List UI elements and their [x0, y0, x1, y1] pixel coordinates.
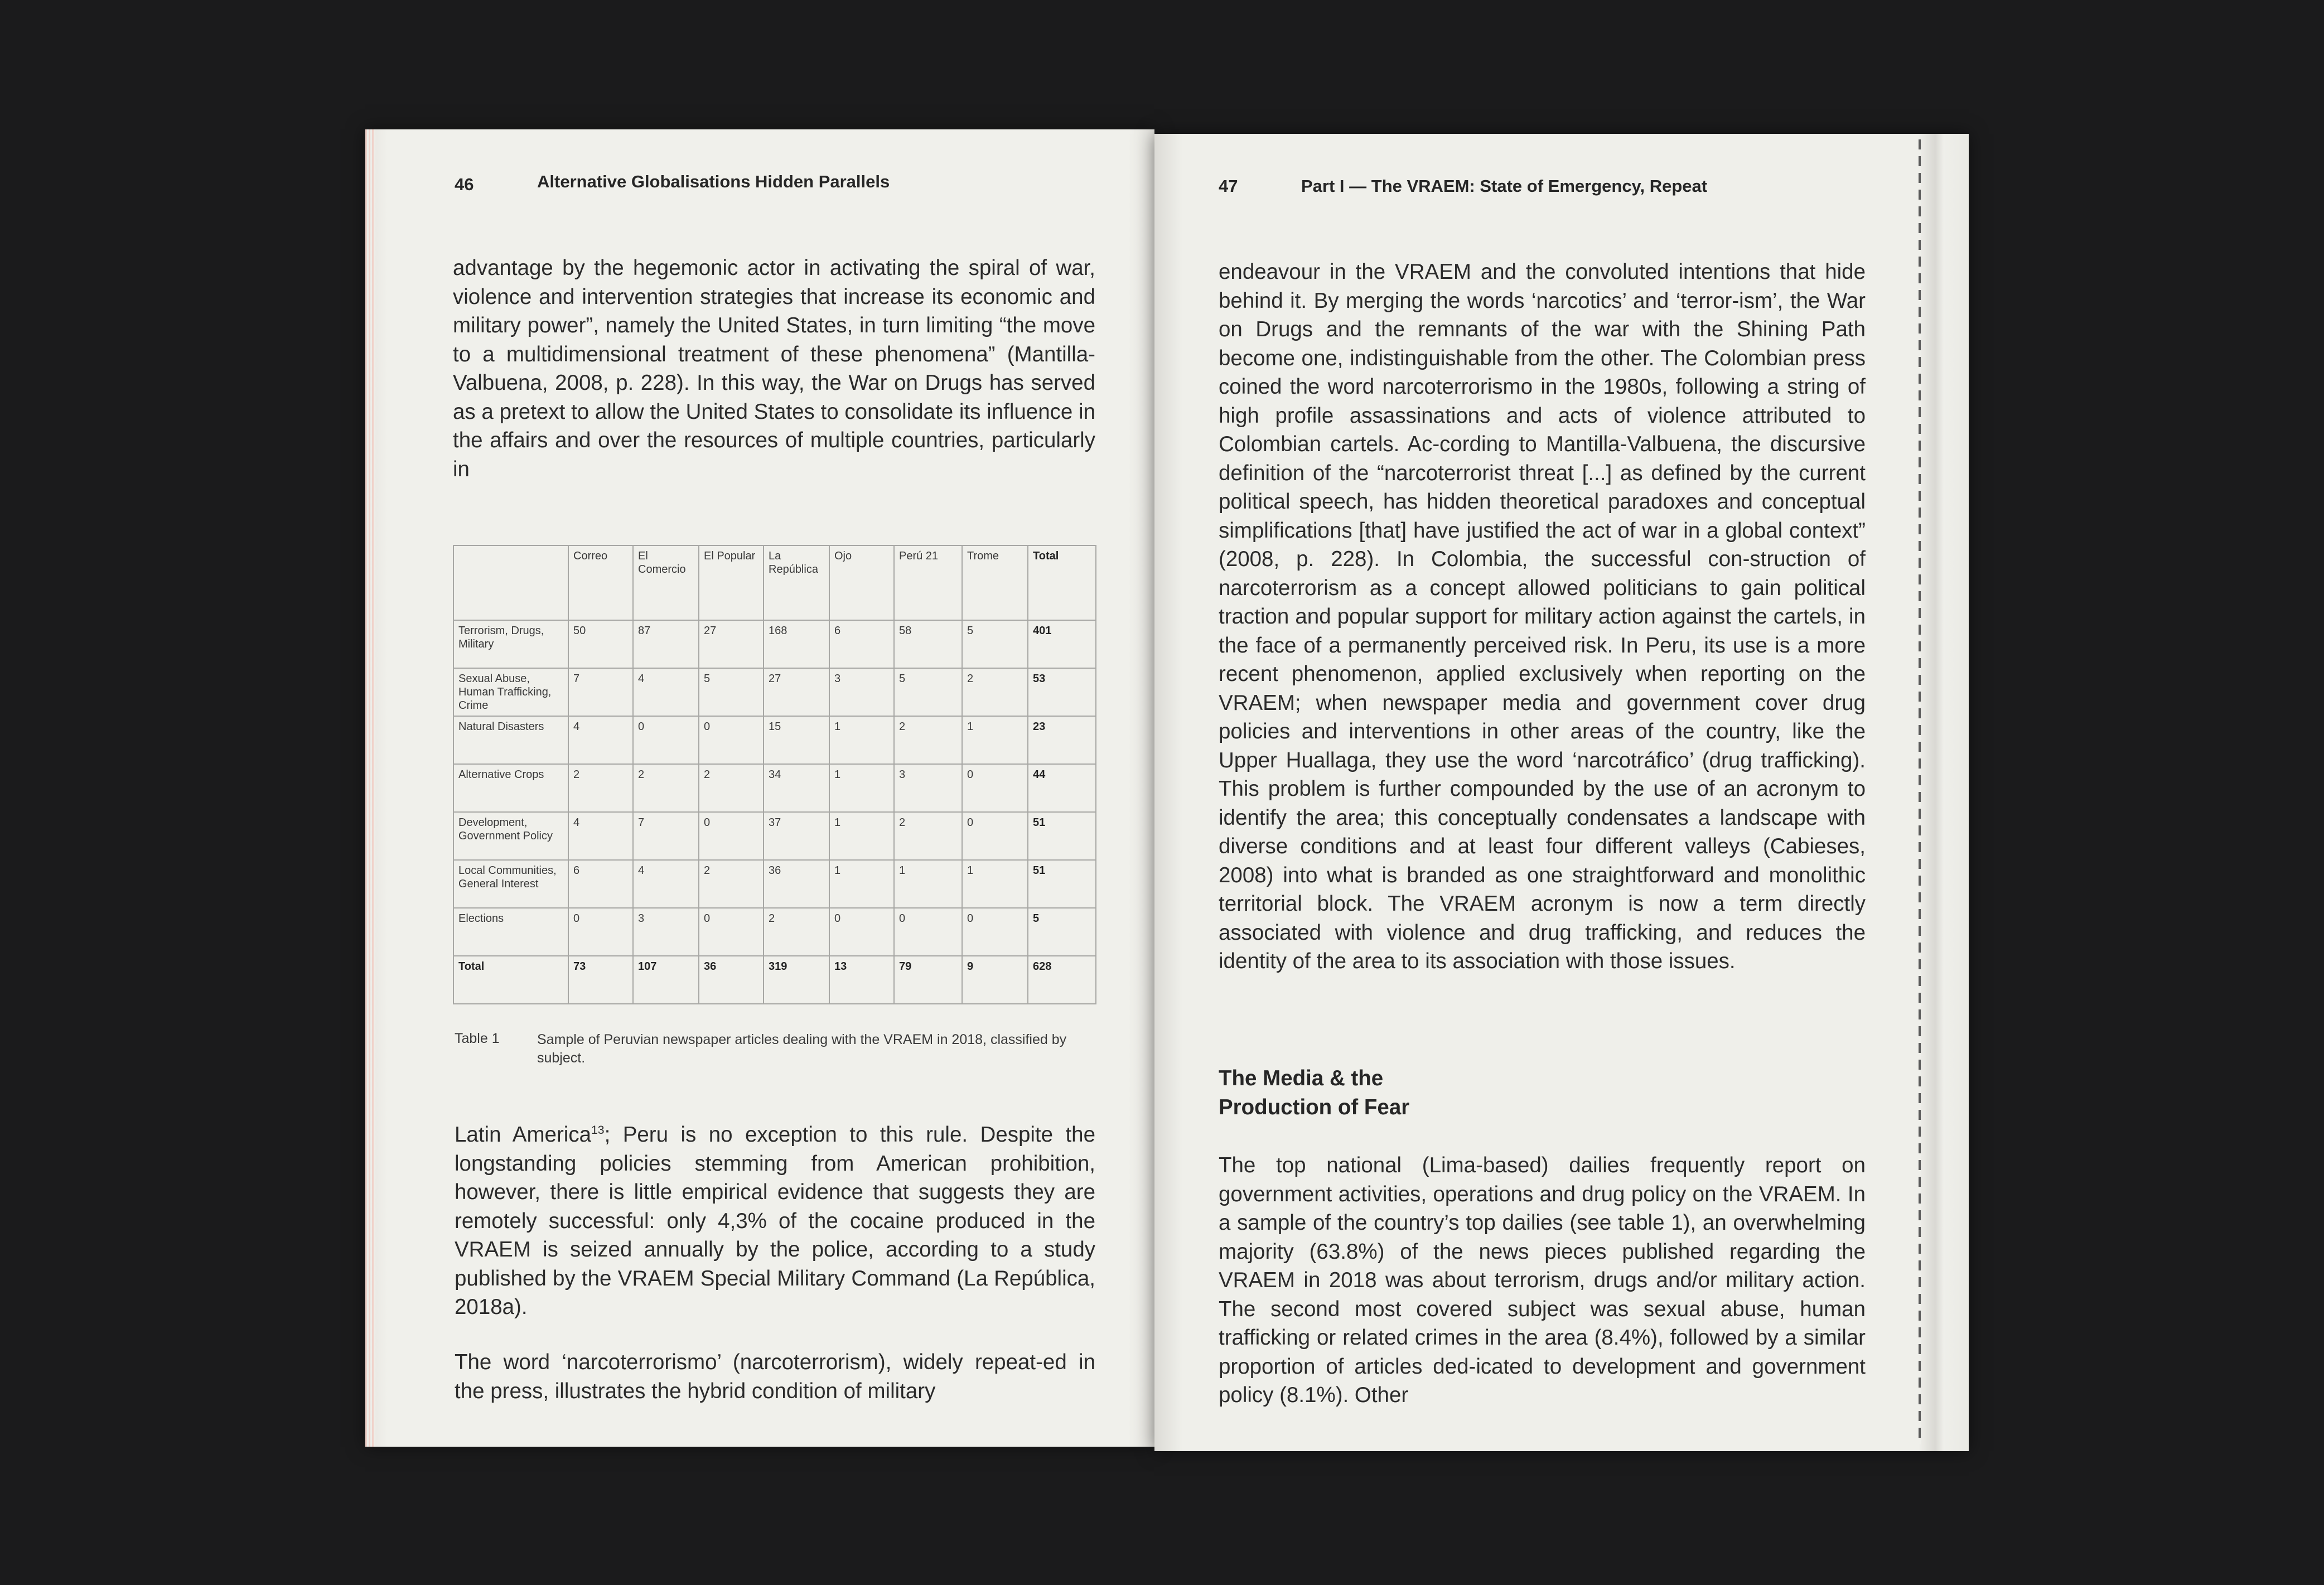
table-header-cell: Trome — [962, 545, 1028, 620]
table-cell: 401 — [1028, 620, 1096, 668]
table-cell: 34 — [764, 764, 829, 812]
table-cell: 0 — [699, 908, 764, 956]
table-row — [453, 716, 1096, 764]
table-cell: 73 — [568, 956, 633, 1004]
left-page-edge — [365, 129, 375, 1447]
table-cell: 51 — [1028, 812, 1096, 860]
table-cell: 50 — [568, 620, 633, 668]
table-cell: 2 — [894, 812, 962, 860]
table-cell: 53 — [1028, 668, 1096, 716]
left-paragraph-top: advantage by the hegemonic actor in activating the spiral of war, violence and intervention strategies that increase its economic and military power”, namely the United States, in turn limiting “the move to a multidimensional treatment of these phenomena” (Mantilla-Valbuena, 2008, p. 228). In this way, the War on Drugs has served as a pretext to allow the United States to consolidate its influence in the affairs and over the resources of multiple countries, particularly in — [453, 256, 1095, 481]
table-cell: 44 — [1028, 764, 1096, 812]
table-cell: 2 — [633, 764, 699, 812]
table-cell: 168 — [764, 620, 829, 668]
table-cell: 27 — [764, 668, 829, 716]
table-cell: 3 — [829, 668, 894, 716]
table-cell: 87 — [633, 620, 699, 668]
table-cell: 36 — [699, 956, 764, 1004]
table-row — [453, 908, 1096, 956]
table-row-label: Terrorism, Drugs, Military — [453, 620, 568, 668]
table-cell: 1 — [829, 860, 894, 908]
table-cell: 15 — [764, 716, 829, 764]
table-cell: 0 — [962, 908, 1028, 956]
table-cell: 37 — [764, 812, 829, 860]
table-header-cell: Perú 21 — [894, 545, 962, 620]
table-row — [453, 860, 1096, 908]
table-header-cell: El Comercio — [633, 545, 699, 620]
table-cell: 36 — [764, 860, 829, 908]
table-row — [453, 764, 1096, 812]
table-cell: 1 — [829, 716, 894, 764]
table-cell: 51 — [1028, 860, 1096, 908]
table-cell: 5 — [1028, 908, 1096, 956]
table-cell: 2 — [568, 764, 633, 812]
table-cell: 2 — [699, 764, 764, 812]
table-row — [453, 620, 1096, 668]
table-header-cell — [453, 545, 568, 620]
table-cell: 3 — [894, 764, 962, 812]
right-running-head: Part I — The VRAEM: State of Emergency, Repeat — [1301, 176, 1708, 196]
table-cell: 1 — [962, 860, 1028, 908]
table-caption-text: Sample of Peruvian newspaper articles dealing with the VRAEM in 2018, classified by subject. — [537, 1032, 1067, 1066]
table-cell: 0 — [568, 908, 633, 956]
table-cell: 5 — [962, 620, 1028, 668]
table-cell: 7 — [633, 812, 699, 860]
table-cell: 1 — [894, 860, 962, 908]
table-row-label: Elections — [453, 908, 568, 956]
table-cell: 1 — [829, 764, 894, 812]
right-paragraph-media: The top national (Lima-based) dailies frequently report on government activities, operations and drug policy on the VRAEM. In a sample of the country’s top dailies (see table 1), an overwhelming majority (63.8%) of the news pieces published regarding the VRAEM in 2018 was about terrorism, drugs and/or military action. The second most covered subject was sexual abuse, human trafficking or related crimes in the area (8.4%), followed by a similar proportion of articles ded-icated to development and government policy (8.1%). Other — [1219, 1153, 1866, 1407]
table-row-label: Total — [453, 956, 568, 1004]
table-cell: 2 — [699, 860, 764, 908]
table-cell: 0 — [699, 716, 764, 764]
table-header-row — [453, 545, 1096, 620]
table-cell: 4 — [568, 812, 633, 860]
table-row — [453, 956, 1096, 1004]
table-cell: 7 — [568, 668, 633, 716]
section-heading-line1: The Media & the — [1219, 1066, 1384, 1090]
table-cell: 6 — [829, 620, 894, 668]
table-row — [453, 812, 1096, 860]
table-header-cell: Correo — [568, 545, 633, 620]
table-caption-label: Table 1 — [455, 1031, 500, 1046]
table-cell: 1 — [829, 812, 894, 860]
table-cell: 107 — [633, 956, 699, 1004]
paragraph-start: Latin America — [455, 1123, 592, 1147]
table-cell: 2 — [894, 716, 962, 764]
table-header-cell: El Popular — [699, 545, 764, 620]
table-row — [453, 668, 1096, 716]
table-cell: 628 — [1028, 956, 1096, 1004]
table-header-cell: Total — [1028, 545, 1096, 620]
table-row-label: Alternative Crops — [453, 764, 568, 812]
table-cell: 3 — [633, 908, 699, 956]
table-cell: 1 — [962, 716, 1028, 764]
table-cell: 2 — [764, 908, 829, 956]
section-heading-line2: Production of Fear — [1219, 1095, 1410, 1119]
table-cell: 27 — [699, 620, 764, 668]
table-cell: 4 — [633, 860, 699, 908]
table-cell: 4 — [633, 668, 699, 716]
footnote-marker: 13 — [591, 1124, 605, 1137]
data-table — [453, 545, 1096, 1004]
table-cell: 6 — [568, 860, 633, 908]
table-cell: 0 — [962, 812, 1028, 860]
table-cell: 2 — [962, 668, 1028, 716]
right-page-edge — [1919, 139, 1921, 1444]
table-cell: 0 — [633, 716, 699, 764]
right-page-number: 47 — [1219, 176, 1238, 196]
table-cell: 58 — [894, 620, 962, 668]
table-cell: 23 — [1028, 716, 1096, 764]
table-cell: 0 — [829, 908, 894, 956]
table-cell: 5 — [699, 668, 764, 716]
table-row-label: Natural Disasters — [453, 716, 568, 764]
table-row-label: Sexual Abuse, Human Trafficking, Crime — [453, 668, 568, 716]
table-cell: 319 — [764, 956, 829, 1004]
left-paragraph-word: The word ‘narcoterrorismo’ (narcoterrorism), widely repeat-ed in the press, illustrates the hybrid condition of military — [455, 1350, 1095, 1403]
table-cell: 9 — [962, 956, 1028, 1004]
table-cell: 0 — [962, 764, 1028, 812]
table-header-cell: Ojo — [829, 545, 894, 620]
table-row-label: Development, Government Policy — [453, 812, 568, 860]
left-page-number: 46 — [455, 175, 474, 194]
table-header-cell: La República — [764, 545, 829, 620]
table-cell: 4 — [568, 716, 633, 764]
table-cell: 13 — [829, 956, 894, 1004]
left-running-head: Alternative Globalisations Hidden Parallels — [537, 172, 890, 191]
left-paragraph-latin — [455, 1120, 1095, 1322]
table-cell: 5 — [894, 668, 962, 716]
table-cell: 79 — [894, 956, 962, 1004]
table-cell: 0 — [894, 908, 962, 956]
right-paragraph-top: endeavour in the VRAEM and the convoluted intentions that hide behind it. By merging the words ‘narcotics’ and ‘terror-ism’, the War on Drugs and the remnants of the war with the Shining Path become one, indistinguishable from the other. The Colombian press coined the word narcoterrorismo in the 1980s, following a string of high profile assassinations and acts of violence attributed to Colombian cartels. Ac-cording to Mantilla-Valbuena, the discursive definition of the “narcoterrorist threat [...] as defined by the current political speech, has hidden theoretical paradoxes and conceptual simplifications [that] have justified the act of war in a global context” (2008, p. 228). In Colombia, the successful con-struction of narcoterrorism as a concept allowed politicians to gain political traction and popular support for military action against the cartels, in the face of a permanently perceived risk. In Peru, its use is a more recent phenomenon, applied exclusively when reporting on the VRAEM; when newspaper media and government cover drug policies and interventions in other areas of the country, like the Upper Huallaga, they use the word ‘narcotráfico’ (drug trafficking). This problem is further compounded by the use of an acronym to identify the area; this conceptually condensates a landscape with diverse conditions and at least four different valleys (Cabieses, 2008) into what is branded as one straightforward and monolithic territorial block. The VRAEM acronym is now a term directly associated with violence and drug trafficking, and reduces the identity of the area to its association with those issues. — [1219, 260, 1866, 973]
paragraph-rest: ; Peru is no exception to this rule. Despite the longstanding policies stemming from American prohibition, however, there is little empirical evidence that suggests they are remotely successful: only 4,3% of the cocaine produced in the VRAEM is seized annually by the police, according to a study published by the VRAEM Special Military Command (La República, 2018a). — [455, 1123, 1095, 1319]
table-row-label: Local Communities, General Interest — [453, 860, 568, 908]
table-cell: 0 — [699, 812, 764, 860]
